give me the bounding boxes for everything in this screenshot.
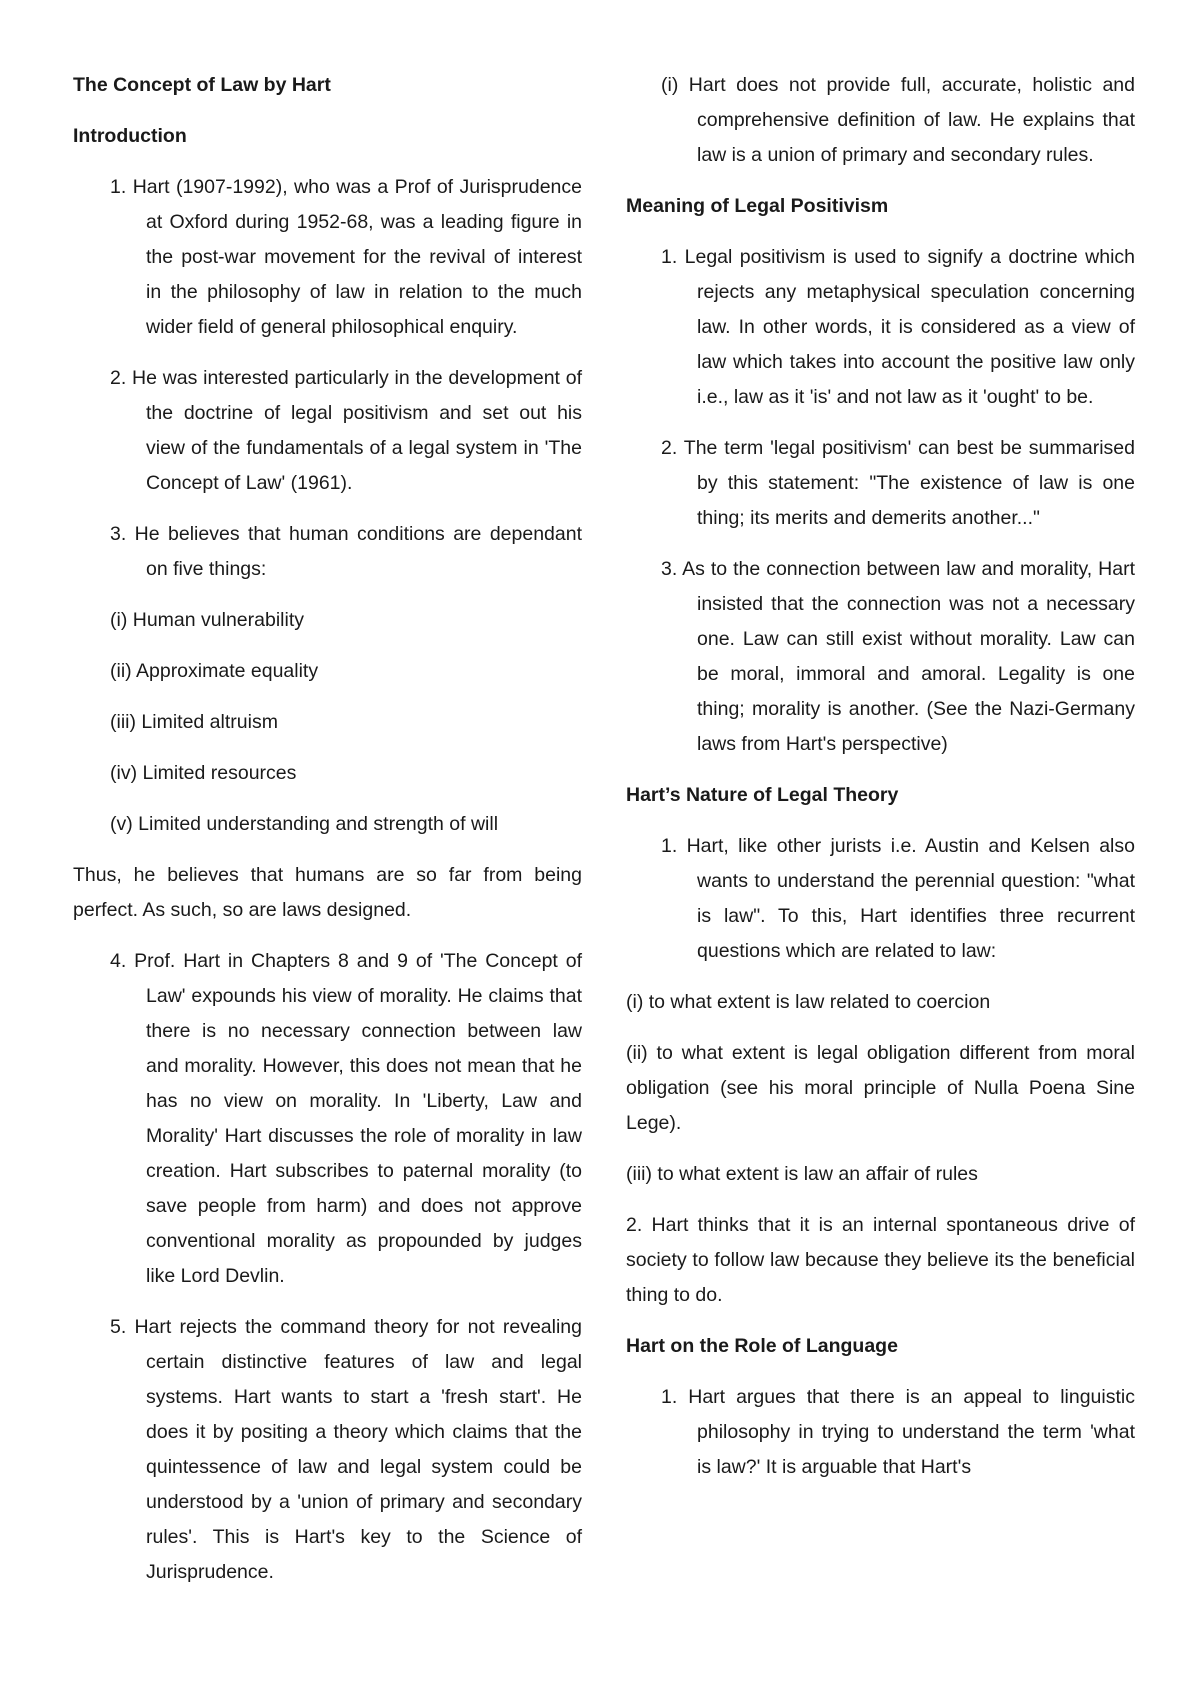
right-column	[626, 68, 1135, 1501]
language-point-1: 1. Hart argues that there is an appeal to linguistic philosophy in trying to understand the term 'what is law?' It is arguable that Hart's	[661, 1386, 1135, 1478]
positivism-point-3: 3. As to the connection between law and morality, Hart insisted that the connection was not a necessary one. Law can still exist without morality. Law can be moral, immoral and amoral. Legality is one thing; morality is another. (See the Nazi-Germany laws from Hart's perspective)	[661, 558, 1135, 755]
question-item: (iii) to what extent is law an affair of rules	[626, 1163, 978, 1185]
nature-point-2: 2. Hart thinks that it is an internal spontaneous drive of society to follow law because they believe its the beneficial thing to do.	[626, 1214, 1135, 1306]
heading-nature-of-legal-theory: Hart’s Nature of Legal Theory	[626, 784, 899, 806]
intro-point-3: 3. He believes that human conditions are dependant on five things:	[110, 523, 582, 580]
definition-note: (i) Hart does not provide full, accurate, holistic and comprehensive definition of law. He explains that law is a union of primary and secondary rules.	[661, 74, 1135, 166]
thus-paragraph: Thus, he believes that humans are so far from being perfect. As such, so are laws designed.	[73, 864, 582, 921]
heading-legal-positivism: Meaning of Legal Positivism	[626, 195, 889, 217]
condition-item: (v) Limited understanding and strength of will	[110, 813, 499, 835]
condition-item: (i) Human vulnerability	[110, 609, 304, 631]
document-title: The Concept of Law by Hart	[73, 74, 331, 96]
question-item: (i) to what extent is law related to coercion	[626, 991, 991, 1013]
nature-point-1: 1. Hart, like other jurists i.e. Austin and Kelsen also wants to understand the perennial question: "what is law". To this, Hart identifies three recurrent questions which are related to law:	[661, 835, 1135, 962]
condition-item: (iv) Limited resources	[110, 762, 297, 784]
heading-role-of-language: Hart on the Role of Language	[626, 1335, 898, 1357]
intro-point-4: 4. Prof. Hart in Chapters 8 and 9 of 'The Concept of Law' expounds his view of morality. He claims that there is no necessary connection between law and morality. However, this does not mean that he has no view on morality. In 'Liberty, Law and Morality' Hart discusses the role of morality in law creation. Hart subscribes to paternal morality (to save people from harm) and does not approve conventional morality as propounded by judges like Lord Devlin.	[110, 950, 582, 1287]
positivism-point-2: 2. The term 'legal positivism' can best be summarised by this statement: "The existence of law is one thing; its merits and demerits another..."	[661, 437, 1135, 529]
question-item: (ii) to what extent is legal obligation different from moral obligation (see his moral principle of Nulla Poena Sine Lege).	[626, 1042, 1135, 1134]
heading-introduction: Introduction	[73, 125, 187, 147]
intro-point-5: 5. Hart rejects the command theory for not revealing certain distinctive features of law and legal systems. Hart wants to start a 'fresh start'. He does it by positing a theory which claims that the quintessence of law and legal system could be understood by a 'union of primary and secondary rules'. This is Hart's key to the Science of Jurisprudence.	[110, 1316, 582, 1583]
condition-item: (ii) Approximate equality	[110, 660, 319, 682]
condition-item: (iii) Limited altruism	[110, 711, 278, 733]
positivism-point-1: 1. Legal positivism is used to signify a doctrine which rejects any metaphysical speculation concerning law. In other words, it is considered as a view of law which takes into account the positive law only i.e., law as it 'is' and not law as it 'ought' to be.	[661, 246, 1135, 408]
intro-point-2: 2. He was interested particularly in the development of the doctrine of legal positivism and set out his view of the fundamentals of a legal system in 'The Concept of Law' (1961).	[110, 367, 582, 494]
intro-point-1: 1. Hart (1907-1992), who was a Prof of Jurisprudence at Oxford during 1952-68, was a leading figure in the post-war movement for the revival of interest in the philosophy of law in relation to the much wider field of general philosophical enquiry.	[110, 176, 582, 338]
left-column	[73, 68, 582, 1606]
